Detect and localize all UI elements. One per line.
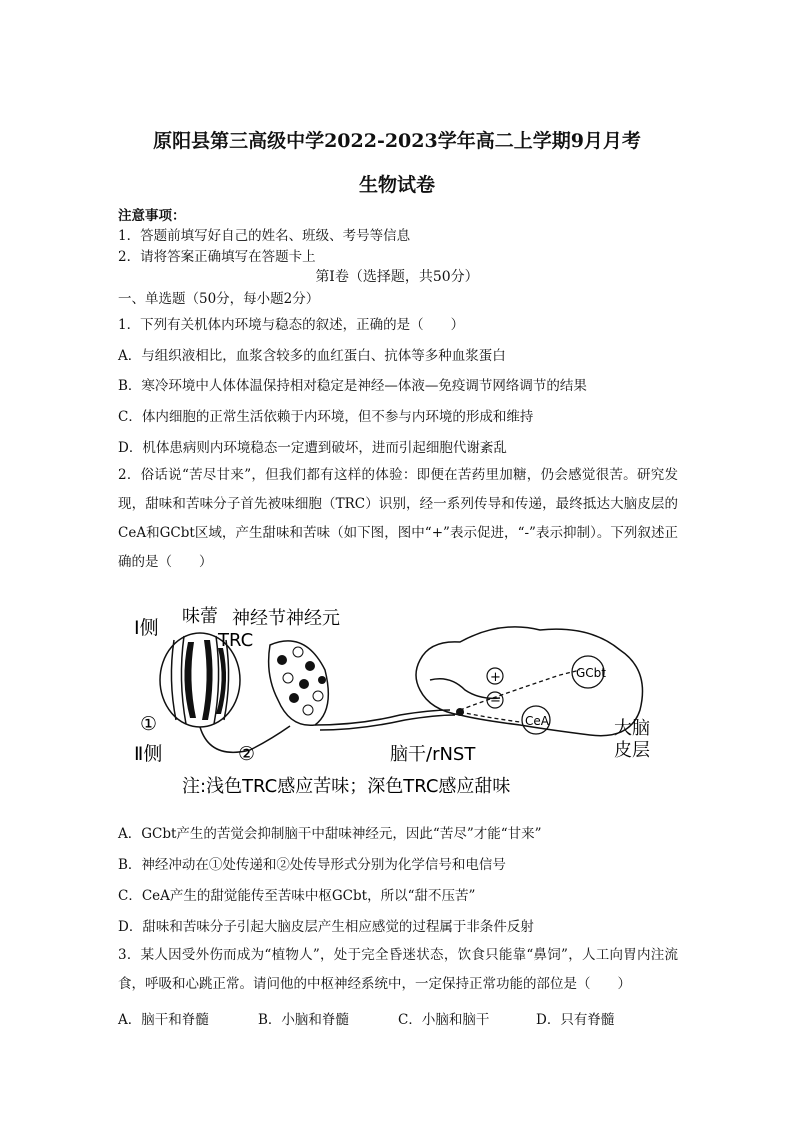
section-title: 第Ⅰ卷（选择题，共50分） xyxy=(315,269,479,285)
trc-label: TRC xyxy=(218,630,254,651)
ganglion-label: 神经节神经元 xyxy=(232,608,340,629)
ganglion-shape xyxy=(269,641,329,725)
cea-label: CeA xyxy=(525,714,549,728)
question-1-option-d: D．机体患病则内环境稳态一定遭到破坏，进而引起细胞代谢紊乱 xyxy=(118,440,507,456)
question-1-option-c: C．体内细胞的正常生活依赖于内环境，但不参与内环境的形成和维持 xyxy=(118,409,534,425)
trc-cells xyxy=(184,640,226,720)
question-2-option-b: B．神经冲动在①处传递和②处传导形式分别为化学信号和电信号 xyxy=(118,857,506,873)
exam-subtitle: 生物试卷 xyxy=(358,174,435,196)
notice-item: 2．请将答案正确填写在答题卡上 xyxy=(118,249,316,265)
side-1-label: Ⅰ侧 xyxy=(134,617,159,639)
cortex-label-1: 大脑 xyxy=(614,718,650,739)
figure-note: 注:浅色TRC感应苦味；深色TRC感应甜味 xyxy=(182,776,511,797)
question-1-option-a: A．与组织液相比，血浆含较多的血红蛋白、抗体等多种血浆蛋白 xyxy=(118,348,506,364)
side-2-label: Ⅱ侧 xyxy=(134,743,163,765)
question-3-option-c: C．小脑和脑干 xyxy=(398,1012,490,1028)
notice-heading: 注意事项： xyxy=(118,208,186,224)
question-3-option-a: A．脑干和脊髓 xyxy=(118,1012,209,1028)
plus-label: + xyxy=(490,670,501,685)
question-2-stem: 2．俗话说“苦尽甘来”，但我们都有这样的体验：即便在苦药里加糖，仍会感觉很苦。研究发现，甜味和苦味分子首先被味细胞（TRC）识别，经一系列传导和传递，最终抵达大脑皮层的CeA和GCbt区域，产生甜味和苦味（如下图，图中“+”表示促进，“-”表示抑制）。下列叙述正确的是（ ） xyxy=(118,467,678,570)
notice-item: 1．答题前填写好自己的姓名、班级、考号等信息 xyxy=(118,228,411,244)
question-2-option-c: C．CeA产生的甜觉能传至苦味中枢GCbt，所以“甜不压苦” xyxy=(118,888,476,904)
brainstem-label: 脑干/rNST xyxy=(390,744,476,765)
circle-2-label: ② xyxy=(238,743,256,765)
question-3-stem: 3．某人因受外伤而成为“植物人”，处于完全昏迷状态，饮食只能靠“鼻饲”，人工向胃内注流食，呼吸和心跳正常。请问他的中枢神经系统中，一定保持正常功能的部位是（ ） xyxy=(118,947,678,992)
taste-bud-label: 味蕾 xyxy=(182,606,218,627)
brainstem-neuron xyxy=(456,708,464,716)
exam-title: 原阳县第三高级中学2022-2023学年高二上学期9月月考 xyxy=(153,130,641,152)
question-1-option-b: B．寒冷环境中人体体温保持相对稳定是神经—体液—免疫调节网络调节的结果 xyxy=(118,378,587,394)
taste-pathway-figure xyxy=(120,600,680,805)
circle-1-label: ① xyxy=(140,713,158,735)
question-3-option-d: D．只有脊髓 xyxy=(536,1012,615,1028)
section-part: 一、单选题（50分，每小题2分） xyxy=(118,291,320,307)
question-2-option-a: A．GCbt产生的苦觉会抑制脑干中甜味神经元，因此“苦尽”才能“甘来” xyxy=(118,826,542,842)
question-1-stem: 1．下列有关机体内环境与稳态的叙述，正确的是（ ） xyxy=(118,317,465,333)
minus-label: − xyxy=(490,694,501,709)
cortex-label-2: 皮层 xyxy=(614,740,650,761)
question-2-option-d: D．甜味和苦味分子引起大脑皮层产生相应感觉的过程属于非条件反射 xyxy=(118,919,534,935)
question-3-option-b: B．小脑和脊髓 xyxy=(258,1012,349,1028)
gcbt-label: GCbt xyxy=(576,666,606,680)
